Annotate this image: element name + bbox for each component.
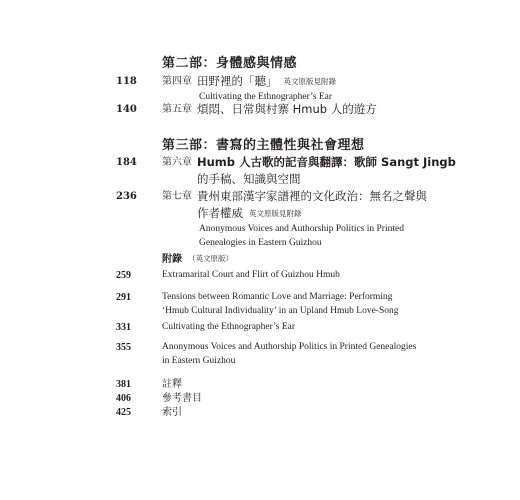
appendix-title-line-1: Extramarital Court and Flirt of Guizhou Hmub bbox=[162, 270, 340, 280]
chapter-label: 第七章 bbox=[162, 191, 192, 202]
page-number: 331 bbox=[116, 322, 131, 333]
appendix-heading bbox=[162, 250, 233, 265]
chapter-title: 煩悶、日常與村寨 Hmub 人的遊方 bbox=[197, 102, 377, 116]
page-number: 140 bbox=[116, 104, 137, 115]
page-number: 381 bbox=[116, 379, 131, 390]
chapter-label: 第四章 bbox=[162, 76, 192, 87]
back-matter-label: 索引 bbox=[162, 407, 182, 418]
chapter-english-subtitle-line-1: Anonymous Voices and Authorship Politics in Printed bbox=[199, 224, 404, 234]
chapter-title-text: 作者權威 bbox=[197, 206, 243, 220]
appendix-title-line-1: Cultivating the Ethnographer’s Ear bbox=[162, 322, 296, 332]
page-number: 291 bbox=[116, 292, 131, 303]
chapter-title-line-1: Humb 人古歌的記音與翻譯：歌師 Sangt Jingb bbox=[197, 155, 456, 169]
appendix-title-line-2: ‘Hmub Cultural Individuality’ in an Upland Hmub Love-Song bbox=[162, 306, 399, 316]
chapter-english-subtitle-line-2: Genealogies in Eastern Guizhou bbox=[199, 238, 322, 248]
english-original-note: 英文原版見附錄 bbox=[249, 209, 302, 218]
back-matter-label: 註釋 bbox=[162, 379, 182, 390]
page-number: 406 bbox=[116, 393, 131, 404]
page-number: 184 bbox=[116, 157, 137, 168]
page-number: 425 bbox=[116, 407, 131, 418]
part-2-heading: 第二部：身體感與情感 bbox=[162, 56, 298, 71]
page-number: 118 bbox=[116, 76, 137, 87]
chapter-english-subtitle: Cultivating the Ethnographer’s Ear bbox=[199, 92, 333, 102]
english-original-note: 英文原版見附錄 bbox=[283, 77, 336, 86]
chapter-title-line-2: 的手稿、知識與空間 bbox=[197, 172, 301, 186]
chapter-label: 第六章 bbox=[162, 157, 192, 168]
back-matter-label: 參考書目 bbox=[162, 393, 202, 404]
page-number: 236 bbox=[116, 191, 137, 202]
chapter-title-line-1: 貴州東部漢字家譜裡的文化政治：無名之聲與 bbox=[197, 189, 427, 203]
chapter-title bbox=[197, 73, 336, 90]
page-number: 259 bbox=[116, 270, 131, 281]
appendix-title-line-1: Anonymous Voices and Authorship Politics in Printed Genealogies bbox=[162, 342, 417, 352]
page-number: 355 bbox=[116, 342, 131, 353]
part-3-heading: 第三部：書寫的主體性與社會理想 bbox=[162, 138, 365, 153]
appendix-title-line-2: in Eastern Guizhou bbox=[162, 356, 236, 366]
appendix-title-line-1: Tensions between Romantic Love and Marriage: Performing bbox=[162, 292, 393, 302]
chapter-title-line-2 bbox=[197, 205, 302, 222]
appendix-heading-text: 附錄 bbox=[162, 254, 182, 265]
appendix-note: （英文原版） bbox=[188, 254, 233, 263]
chapter-label: 第五章 bbox=[162, 104, 192, 115]
chapter-title-text: 田野裡的「聽」 bbox=[197, 74, 278, 88]
